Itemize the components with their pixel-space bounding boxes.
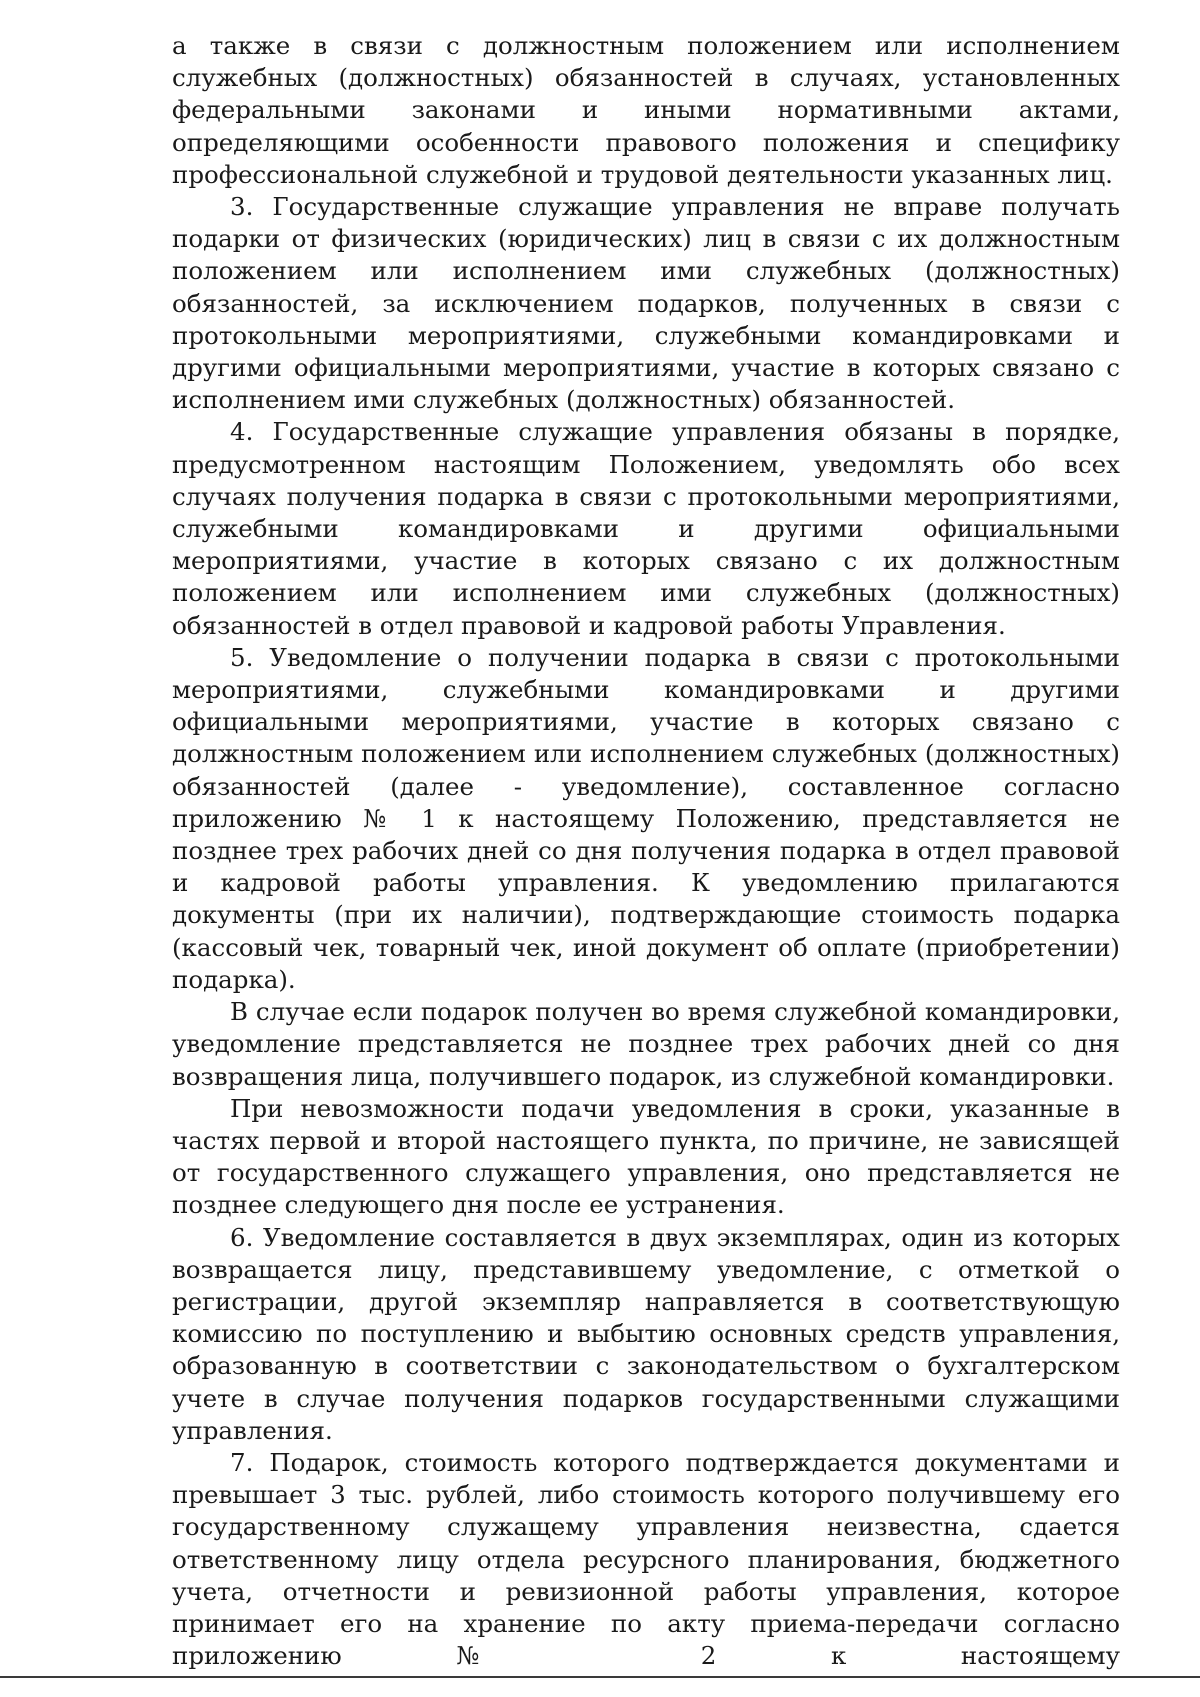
paragraph-item-7: 7. Подарок, стоимость которого подтверждается документами и превышает 3 тыс. рублей, либо стоимость которого получившему его государственному служащему управления неизвестна, сдается ответственному лицу отдела ресурсного планирования, бюджетного учета, отчетности и ревизионной работы управления, которое принимает его на хранение по акту приема-передачи согласно приложению № 2 к настоящему: [172, 1447, 1120, 1671]
paragraph-item-5-part-3: При невозможности подачи уведомления в сроки, указанные в частях первой и второй настоящего пункта, по причине, не зависящей от государственного служащего управления, оно представляется не позднее следующего дня после ее устранения.: [172, 1093, 1120, 1220]
paragraph-item-3: 3. Государственные служащие управления не вправе получать подарки от физических (юридических) лиц в связи с их должностным положением или исполнением ими служебных (должностных) обязанностей, за исключением подарков, полученных в связи с протокольными мероприятиями, служебными командировками и другими официальными мероприятиями, участие в которых связано с исполнением ими служебных (должностных) обязанностей.: [172, 192, 1120, 415]
paragraph-item-6: 6. Уведомление составляется в двух экземплярах, один из которых возвращается лицу, представившему уведомление, с отметкой о регистрации, другой экземпляр направляется в соответствующую комиссию по поступлению и выбытию основных средств управления, образованную в соответствии с законодательством о бухгалтерском учете в случае получения подарков государственными служащими управления.: [172, 1222, 1120, 1445]
paragraph-item-5: 5. Уведомление о получении подарка в связи с протокольными мероприятиями, служебными командировками и другими официальными мероприятиями, участие в которых связано с должностным положением или исполнением служебных (должностных) обязанностей (далее - уведомление), составленное согласно приложению № 1 к настоящему Положению, представляется не позднее трех рабочих дней со дня получения подарка в отдел правовой и кадровой работы управления. К уведомлению прилагаются документы (при их наличии), подтверждающие стоимость подарка (кассовый чек, товарный чек, иной документ об оплате (приобретении) подарка).: [172, 642, 1120, 994]
page-bottom-rule: [0, 1676, 1200, 1678]
paragraph-item-5-part-2: В случае если подарок получен во время служебной командировки, уведомление представляется не позднее трех рабочих дней со дня возвращения лица, получившего подарок, из служебной командировки.: [172, 997, 1120, 1091]
paragraph-item-4: 4. Государственные служащие управления обязаны в порядке, предусмотренном настоящим Положением, уведомлять обо всех случаях получения подарка в связи с протокольными мероприятиями, служебными командировками и другими официальными мероприятиями, участие в которых связано с их должностным положением или исполнением ими служебных (должностных) обязанностей в отдел правовой и кадровой работы Управления.: [172, 417, 1120, 640]
document-body: [172, 30, 1120, 1672]
paragraph-continuation: а также в связи с должностным положением или исполнением служебных (должностных) обязанностей в случаях, установленных федеральными законами и иными нормативными актами, определяющими особенности правового положения и специфику профессиональной служебной и трудовой деятельности указанных лиц.: [172, 31, 1120, 189]
